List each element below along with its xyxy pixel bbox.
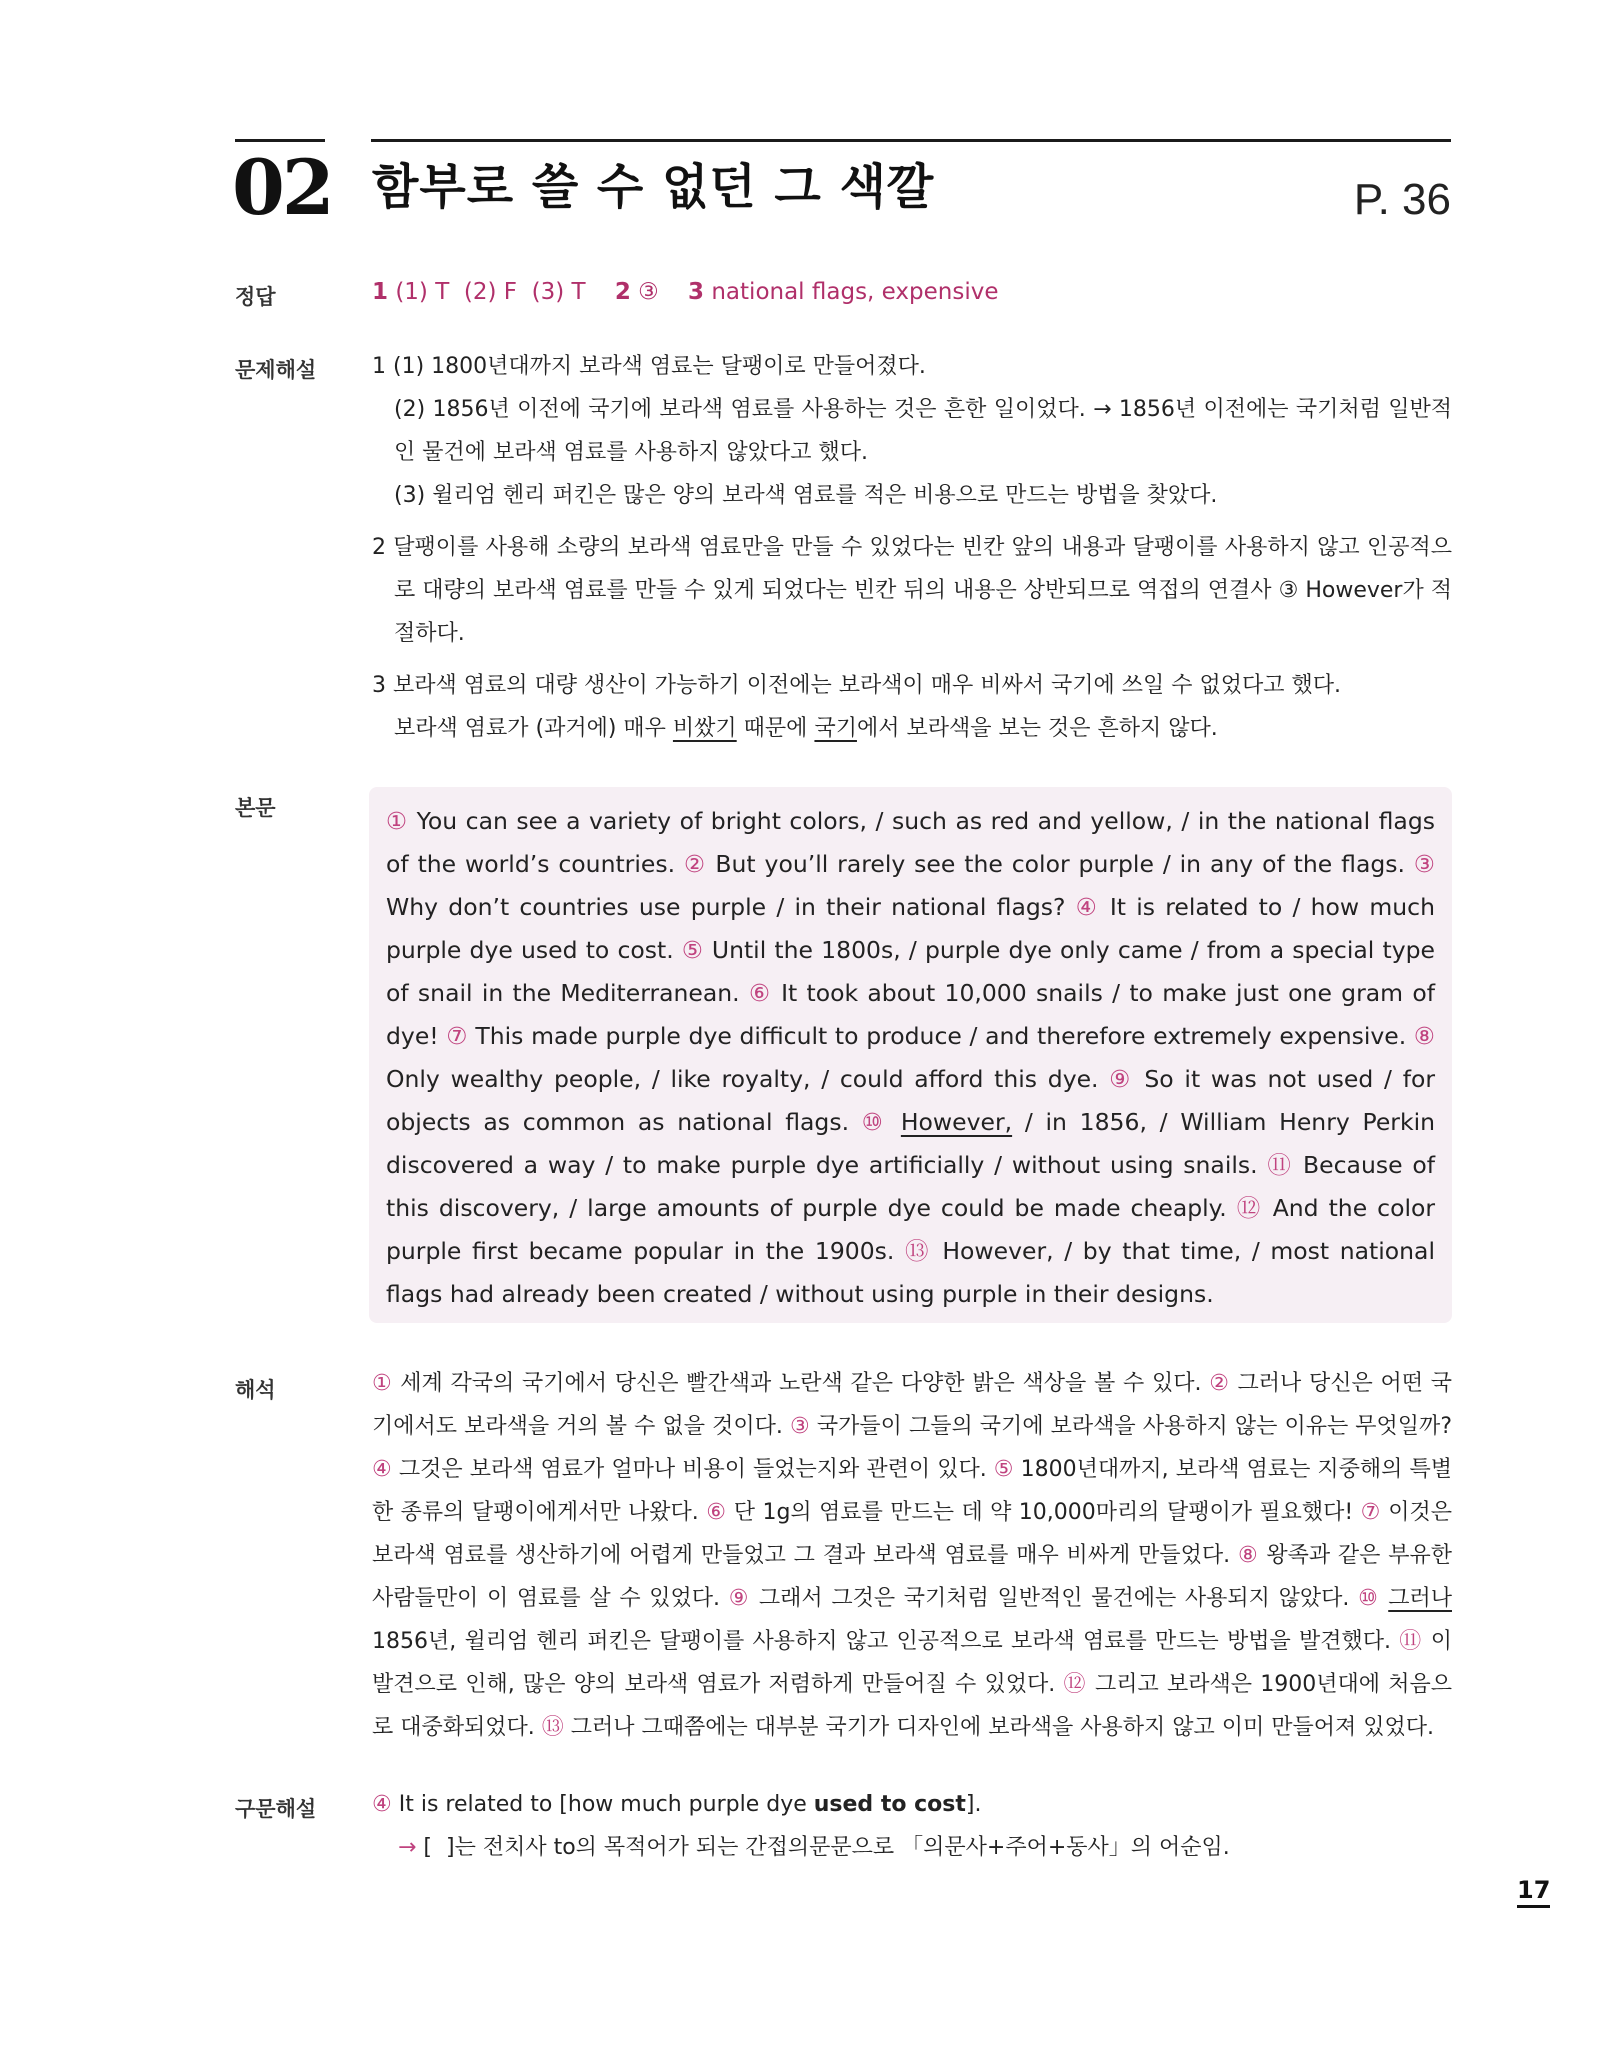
sentence-number: ⑩ — [1358, 1586, 1380, 1611]
answer-label: 정답 — [235, 285, 276, 309]
translation-text — [372, 1362, 1452, 1749]
sentence-number: ③ — [789, 1414, 810, 1439]
translation-sentence: 1856년, 윌리엄 헨리 퍼킨은 달팽이를 사용하지 않고 인공적으로 보라색 염료를 만드는 방법을 발견했다. — [372, 1629, 1400, 1654]
passage-sentence: / in 1856, / William Henry Perkin discovered a way / to make purple dye artificially / without using snails. — [386, 1108, 1435, 1179]
answer-q1: (1) T (2) F (3) T — [395, 279, 586, 305]
passage-sentence: However, / by that time, / most national flags had already been created / without using purple in their designs. — [386, 1237, 1435, 1308]
explanation-q3-line1: 3 보라색 염료의 대량 생산이 가능하기 이전에는 보라색이 매우 비싸서 국기에 쓰일 수 없었다고 했다. — [372, 673, 1341, 698]
explanation-q1-line1: 1 (1) 1800년대까지 보라색 염료는 달팽이로 만들어졌다. — [372, 354, 926, 379]
sentence-number: ⑧ — [1413, 1022, 1435, 1050]
passage-sentence: Until the 1800s, / purple dye only came / from a special type of snail in the Mediterranean. — [386, 936, 1435, 1007]
sentence-number: ⑬ — [905, 1237, 932, 1265]
translation-sentence: 1800년대까지, 보라색 염료는 지중해의 특별한 종류의 달팽이에게서만 나왔다. — [372, 1457, 1452, 1525]
sentence-number: ② — [683, 850, 707, 878]
answer-q2: ③ — [638, 279, 659, 305]
header-rule-left — [235, 139, 325, 142]
sentence-number: ⑧ — [1237, 1543, 1259, 1568]
sentence-number: ⑦ — [446, 1022, 468, 1050]
answer-q3: national flags, expensive — [711, 279, 999, 305]
translation-sentence: 이 발견으로 인해, 많은 양의 보라색 염료가 저렴하게 만들어질 수 있었다. — [372, 1629, 1452, 1697]
translation-sentence: 그러나 그때쯤에는 대부분 국기가 디자인에 보라색을 사용하지 않고 이미 만들어져 있었다. — [563, 1715, 1435, 1740]
sentence-number: ⑪ — [1399, 1629, 1423, 1654]
translation-sentence: 국가들이 그들의 국기에 보라색을 사용하지 않는 이유는 무엇일까? — [809, 1414, 1452, 1439]
sentence-number: ④ — [372, 1457, 392, 1482]
explanation-label: 문제해설 — [235, 358, 317, 382]
translation-sentence: 단 1g의 염료를 만드는 데 약 10,000마리의 달팽이가 필요했다! — [726, 1500, 1361, 1525]
passage-sentence: But you’ll rarely see the color purple / in any of the flags. — [706, 850, 1414, 878]
sentence-number: ⑨ — [728, 1586, 751, 1611]
translation-underlined-however: 그러나 — [1388, 1586, 1452, 1611]
passage-box — [369, 787, 1452, 1323]
passage-sentence: Why don’t countries use purple / in their national flags? — [386, 893, 1076, 921]
passage-sentence: It is related to / how much purple dye used to cost. — [386, 893, 1435, 964]
answer-q1-number: 1 — [372, 279, 389, 305]
sentence-number: ⑥ — [706, 1500, 727, 1525]
header-rule-right — [371, 139, 1451, 142]
passage-sentence: It took about 10,000 snails / to make just one gram of dye! — [386, 979, 1435, 1050]
translation-sentence: 그러나 당신은 어떤 국기에서도 보라색을 거의 볼 수 없을 것이다. — [372, 1371, 1452, 1439]
explanation-q3-text-a: 보라색 염료가 (과거에) 매우 — [394, 716, 673, 741]
sentence-number: ⑦ — [1360, 1500, 1381, 1525]
unit-number: 02 — [232, 143, 332, 232]
explanation-q1-sub2: (2) 1856년 이전에 국기에 보라색 염료를 사용하는 것은 흔한 일이었다. → 1856년 이전에는 국기처럼 일반적인 물건에 보라색 염료를 사용하지 않았다고 했다. — [394, 397, 1452, 465]
syntax-label: 구문해설 — [235, 1797, 317, 1821]
translation-sentence: 그래서 그것은 국기처럼 일반적인 물건에는 사용되지 않았다. — [750, 1586, 1359, 1611]
page-title: 함부로 쓸 수 없던 그 색깔 — [372, 159, 935, 215]
translation-sentence: 그리고 보라색은 1900년대에 처음으로 대중화되었다. — [372, 1672, 1452, 1740]
translation-label: 해석 — [235, 1378, 276, 1402]
passage-sentence: Only wealthy people, / like royalty, / could afford this dye. — [386, 1065, 1110, 1093]
translation-sentence: 왕족과 같은 부유한 사람들만이 이 염료를 살 수 있었다. — [372, 1543, 1452, 1611]
syntax-line-2 — [372, 1826, 1452, 1869]
sentence-number: ⑬ — [541, 1715, 564, 1740]
passage-sentence: You can see a variety of bright colors, / such as red and yellow, / in the national flags of the world’s countries. — [386, 807, 1435, 878]
sentence-number: ⑫ — [1236, 1194, 1263, 1222]
explanation-q3-text-b: 때문에 — [736, 716, 815, 741]
sentence-number: ⑤ — [993, 1457, 1014, 1482]
syntax-bold-phrase: used to cost — [813, 1792, 966, 1817]
explanation-q3-line2 — [372, 707, 1452, 750]
answer-line — [372, 279, 999, 305]
passage-underlined-however: However, — [900, 1108, 1013, 1136]
sentence-number: ① — [386, 807, 409, 835]
explanation-q3-underline-1: 비쌌기 — [672, 716, 737, 741]
passage-sentence: And the color purple first became popular in the 1900s. — [386, 1194, 1436, 1265]
syntax-line-1 — [372, 1783, 1452, 1826]
translation-sentence: 세계 각국의 국기에서 당신은 빨간색과 노란색 같은 다양한 밝은 색상을 볼 수 있다. — [392, 1371, 1210, 1396]
explanation-q3-underline-2: 국기 — [814, 716, 857, 741]
passage-label: 본문 — [235, 796, 276, 820]
translation-sentence: 그것은 보라색 염료가 얼마나 비용이 들었는지와 관련이 있다. — [391, 1457, 994, 1482]
syntax-note: [ ]는 전치사 to의 목적어가 되는 간접의문문으로 「의문사+주어+동사」의 어순임. — [416, 1835, 1230, 1860]
passage-sentence: Because of this discovery, / large amounts of purple dye could be made cheaply. — [386, 1151, 1436, 1222]
syntax-text-a: It is related to [how much purple dye — [391, 1792, 814, 1817]
sentence-number: ⑤ — [681, 936, 704, 964]
passage-sentence: So it was not used / for objects as common as national flags. — [386, 1065, 1436, 1136]
answer-q2-number: 2 — [614, 279, 631, 305]
passage-text — [386, 800, 1435, 1316]
arrow-icon: → — [398, 1835, 417, 1860]
sentence-number: ⑪ — [1267, 1151, 1294, 1179]
syntax-text-c: ]. — [965, 1792, 982, 1817]
sentence-number: ⑫ — [1063, 1672, 1087, 1697]
explanation-q3-text-c: 에서 보라색을 보는 것은 흔하지 않다. — [856, 716, 1218, 741]
sentence-number: ⑩ — [861, 1108, 889, 1136]
sentence-number: ⑥ — [748, 979, 772, 1007]
sentence-number: ② — [1209, 1371, 1230, 1396]
explanation-block — [372, 345, 1452, 750]
sentence-number: ① — [372, 1371, 393, 1396]
syntax-block — [372, 1783, 1452, 1869]
page-reference: P. 36 — [1353, 175, 1451, 224]
answer-q3-number: 3 — [688, 279, 705, 305]
translation-sentence: 이것은 보라색 염료를 생산하기에 어렵게 만들었고 그 결과 보라색 염료를 매우 비싸게 만들었다. — [372, 1500, 1452, 1568]
sentence-number: ④ — [1075, 893, 1100, 921]
passage-sentence: This made purple dye difficult to produce / and therefore extremely expensive. — [467, 1022, 1414, 1050]
explanation-q2: 2 달팽이를 사용해 소량의 보라색 염료만을 만들 수 있었다는 빈칸 앞의 내용과 달팽이를 사용하지 않고 인공적으로 대량의 보라색 염료를 만들 수 있게 되었다는 빈칸 뒤의 내용은 상반되므로 역접의 연결사 ③ However가 적절하다. — [372, 535, 1452, 646]
sentence-number: ⑨ — [1109, 1065, 1134, 1093]
sentence-number: ④ — [372, 1792, 392, 1817]
sentence-number: ③ — [1413, 850, 1435, 878]
explanation-q1-sub3: (3) 윌리엄 헨리 퍼킨은 많은 양의 보라색 염료를 적은 비용으로 만드는 방법을 찾았다. — [394, 483, 1218, 508]
page-number: 17 — [1517, 1878, 1550, 1908]
